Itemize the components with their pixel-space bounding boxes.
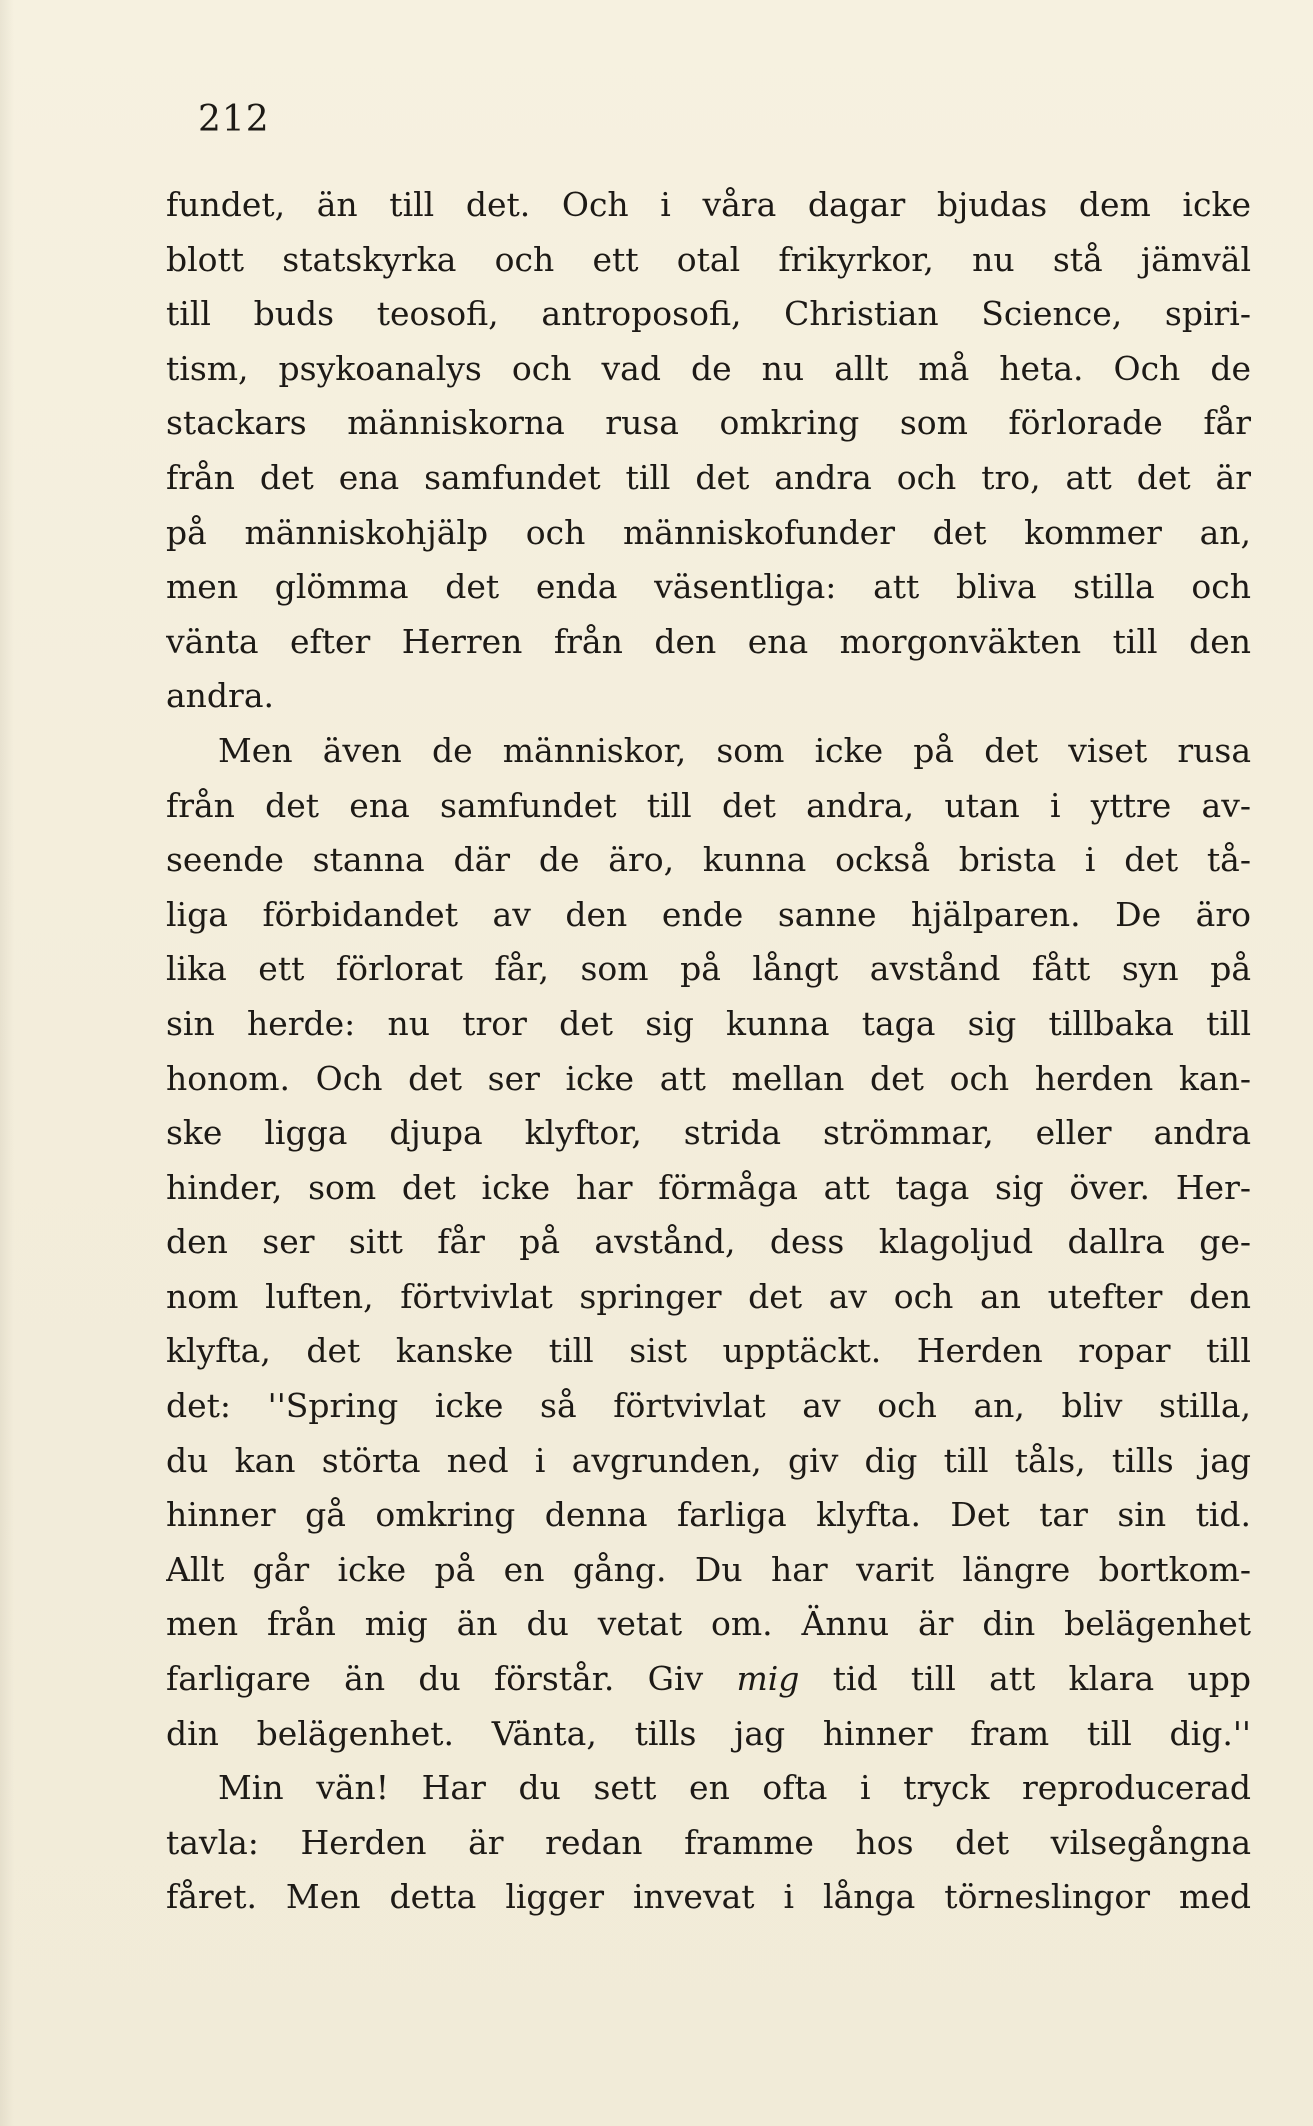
text-line: liga förbidandet av den ende sanne hjälparen. De äro xyxy=(166,894,1251,934)
text-line: lika ett förlorat får, som på långt avstånd fått syn på xyxy=(166,949,1251,989)
text-line: tism, psykoanalys och vad de nu allt må heta. Och de xyxy=(166,348,1251,388)
text-line: ske ligga djupa klyftor, strida strömmar, eller andra xyxy=(166,1113,1251,1153)
text-line: klyfta, det kanske till sist upptäckt. Herden ropar till xyxy=(166,1331,1251,1371)
text-line: men från mig än du vetat om. Ännu är din belägenhet xyxy=(166,1604,1251,1644)
body-text xyxy=(166,178,1251,1925)
text-line: men glömma det enda väsentliga: att bliva stilla och xyxy=(166,567,1251,607)
text-line: seende stanna där de äro, kunna också brista i det tå- xyxy=(166,840,1251,880)
text-segment: tid till att klara upp xyxy=(799,1659,1251,1699)
text-line: du kan störta ned i avgrunden, giv dig till tåls, tills jag xyxy=(166,1440,1251,1480)
text-line: honom. Och det ser icke att mellan det och herden kan- xyxy=(166,1058,1251,1098)
text-line: nom luften, förtvivlat springer det av och an utefter den xyxy=(166,1276,1251,1316)
text-line: andra. xyxy=(166,676,274,716)
text-line: till buds teosofi, antroposofi, Christian Science, spiri- xyxy=(166,294,1251,334)
paragraph-first-line: Min vän! Har du sett en ofta i tryck reproducerad xyxy=(218,1768,1251,1808)
text-line-with-italic xyxy=(166,1652,1251,1707)
text-line: den ser sitt får på avstånd, dess klagoljud dallra ge- xyxy=(166,1222,1251,1262)
text-segment: farligare än du förstår. Giv xyxy=(166,1659,737,1699)
text-line: från det ena samfundet till det andra, utan i yttre av- xyxy=(166,785,1251,825)
text-line: tavla: Herden är redan framme hos det vilsegångna xyxy=(166,1822,1251,1862)
paragraph-first-line: Men även de människor, som icke på det viset rusa xyxy=(218,730,1251,770)
text-line: blott statskyrka och ett otal frikyrkor, nu stå jämväl xyxy=(166,239,1251,279)
text-line: på människohjälp och människofunder det kommer an, xyxy=(166,512,1251,552)
text-line: Allt går icke på en gång. Du har varit längre bortkom- xyxy=(166,1549,1251,1589)
text-line: sin herde: nu tror det sig kunna taga sig tillbaka till xyxy=(166,1003,1251,1043)
page-edge-shadow xyxy=(0,0,14,2126)
text-line: hinner gå omkring denna farliga klyfta. Det tar sin tid. xyxy=(166,1495,1251,1535)
text-line: det: ''Spring icke så förtvivlat av och an, bliv stilla, xyxy=(166,1386,1251,1426)
text-line: stackars människorna rusa omkring som förlorade får xyxy=(166,403,1251,443)
page-number: 212 xyxy=(198,99,270,140)
text-line: din belägenhet. Vänta, tills jag hinner fram till dig.'' xyxy=(166,1713,1251,1753)
italic-word: mig xyxy=(736,1659,800,1699)
text-line: fundet, än till det. Och i våra dagar bjudas dem icke xyxy=(166,185,1251,224)
text-line: hinder, som det icke har förmåga att taga sig över. Her- xyxy=(166,1167,1251,1207)
text-line: fåret. Men detta ligger invevat i långa törneslingor med xyxy=(166,1877,1251,1917)
text-line: från det ena samfundet till det andra och tro, att det är xyxy=(166,457,1251,497)
text-line: vänta efter Herren från den ena morgonväkten till den xyxy=(166,621,1251,661)
